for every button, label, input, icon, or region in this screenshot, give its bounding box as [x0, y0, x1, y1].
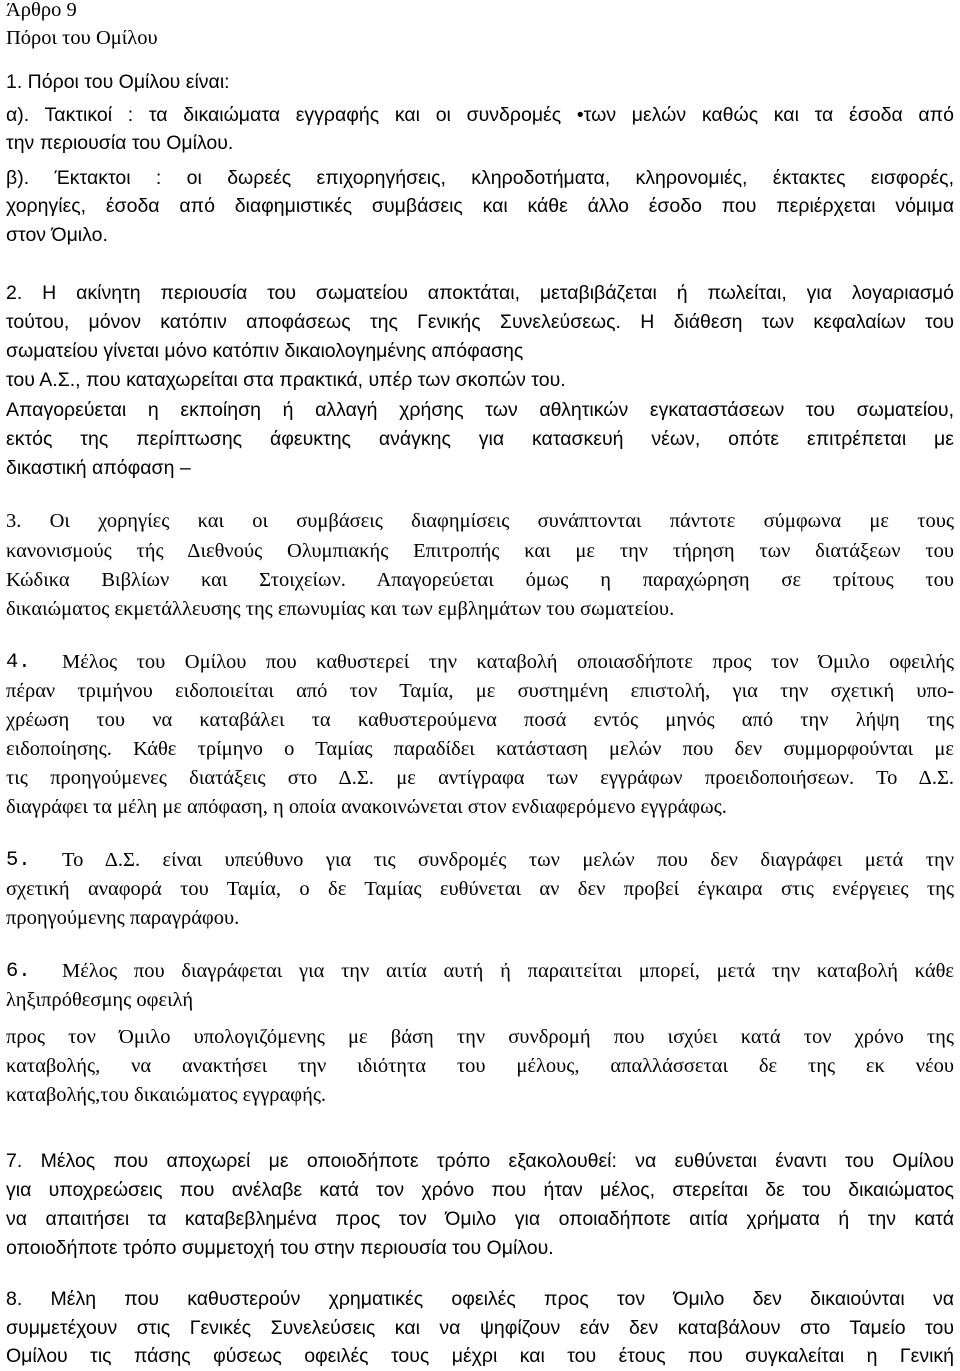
- item-7-line: 7. Μέλος που αποχωρεί με οποιοδήποτε τρόπο εξακολουθεί: να ευθύνεται έναντι του Ομίλου: [6, 1150, 954, 1172]
- item-8-line: 8. Μέλη που καθυστερούν χρηματικές οφειλές προς τον Όμιλο δεν δικαιούνται να: [6, 1288, 954, 1310]
- item-4-line: χρέωση του να καταβάλει τα καθυστερούμενα ποσά εντός μηνός από την λήψη της: [6, 709, 954, 731]
- item-3-line: 3. Οι χορηγίες και οι συμβάσεις διαφημίσεις συνάπτονται πάντοτε σύμφωνα με τους: [6, 510, 954, 532]
- item-7-line: οποιοδήποτε τρόπο συμμετοχή του στην περιουσία του Ομίλου.: [6, 1237, 554, 1259]
- item-4-line: διαγράφει τα μέλη με απόφαση, η οποία ανακοινώνεται στον ενδιαφερόμενο εγγράφως.: [6, 796, 727, 818]
- item-2-line: Απαγορεύεται η εκποίηση ή αλλαγή χρήσης των αθλητικών εγκαταστάσεων του σωματείου,: [6, 399, 954, 421]
- item-6-number: 6.: [6, 960, 31, 983]
- item-8-line: Ομίλου τις πάσης φύσεως οφειλές τους μέχρι και του έτους που συγκαλείται η Γενική: [6, 1345, 954, 1367]
- item-4-line: πέραν τριμήνου ειδοποιείται από τον Ταμία, με συστημένη επιστολή, για την σχετική υπο-: [6, 680, 954, 702]
- item-2-line: εκτός της περίπτωσης άφευκτης ανάγκης για κατασκευή νέων, οπότε επιτρέπεται με: [6, 428, 954, 450]
- item-3-line: κανονισμούς τής Διεθνούς Ολυμπιακής Επιτροπής και με την τήρηση των διατάξεων του: [6, 540, 954, 562]
- item-5-number: 5.: [6, 849, 31, 872]
- item-2-line: τούτου, μόνον κατόπιν αποφάσεως της Γενικής Συνελεύσεως. Η διάθεση των κεφαλαίων του: [6, 311, 954, 333]
- item-7-line: να απαιτήσει τα καταβεβλημένα προς τον Όμιλο για οποιαδήποτε αιτία χρήματα ή την κατά: [6, 1208, 954, 1230]
- item-5-line: Το Δ.Σ. είναι υπεύθυνο για τις συνδρομές των μελών που δεν διαγράφει μετά την: [62, 849, 954, 871]
- item-8-line: συμμετέχουν στις Γενικές Συνελεύσεις και να ψηφίζουν εάν δεν καταβάλουν στο Ταμείο του: [6, 1317, 954, 1339]
- article-heading: Άρθρο 9: [6, 0, 77, 21]
- item-7-line: για υποχρεώσεις που ανέλαβε κατά τον χρόνο που ήταν μέλος, στερείται δε του δικαιώματος: [6, 1179, 954, 1201]
- item-4-line: τις προηγούμενες διατάξεις στο Δ.Σ. με αντίγραφα των εγγράφων προειδοποιήσεων. Το Δ.Σ.: [6, 767, 954, 789]
- item-1a-line: α). Τακτικοί : τα δικαιώματα εγγραφής και οι συνδρομές •των μελών καθώς και τα έσοδα από: [6, 104, 954, 126]
- item-4-line: ειδοποίησης. Κάθε τρίμηνο ο Ταμίας παραδίδει κατάσταση μελών που δεν συμμορφούνται με: [6, 738, 954, 760]
- item-6-line: καταβολής, να ανακτήσει την ιδιότητα του μέλους, απαλλάσσεται δε της εκ νέου: [6, 1055, 954, 1077]
- item-1b-line: β). Έκτακτοι : οι δωρεές επιχορηγήσεις, κληροδοτήματα, κληρονομιές, έκτακτες εισφορές,: [6, 167, 954, 189]
- article-subheading: Πόροι του Ομίλου: [6, 27, 158, 49]
- item-2-line: δικαστική απόφαση –: [6, 457, 191, 479]
- item-3-line: δικαιώματος εκμετάλλευσης της επωνυμίας και των εμβλημάτων του σωματείου.: [6, 598, 675, 620]
- item-1b-line: στον Όμιλο.: [6, 224, 108, 246]
- item-6-line: καταβολής,του δικαιώματος εγγραφής.: [6, 1084, 327, 1106]
- item-1a-line: την περιουσία του Ομίλου.: [6, 132, 234, 154]
- item-4-number: 4.: [6, 651, 31, 674]
- item-2-line: του Α.Σ., που καταχωρείται στα πρακτικά, υπέρ των σκοπών του.: [6, 369, 566, 391]
- item-2-line: 2. Η ακίνητη περιουσία του σωματείου αποκτάται, μεταβιβάζεται ή πωλείται, για λογαριασμό: [6, 282, 954, 304]
- item-2-line: σωματείου γίνεται μόνο κατόπιν δικαιολογημένης απόφασης: [6, 340, 524, 362]
- item-5-line: σχετική αναφορά του Ταμία, ο δε Ταμίας ευθύνεται αν δεν προβεί έγκαιρα στις ενέργειες της: [6, 878, 954, 900]
- item-4-line: Μέλος του Ομίλου που καθυστερεί την καταβολή οποιασδήποτε προς τον Όμιλο οφειλής: [62, 651, 954, 673]
- item-1-intro: 1. Πόροι του Ομίλου είναι:: [6, 71, 230, 93]
- item-3-line: Κώδικα Βιβλίων και Στοιχείων. Απαγορεύεται όμως η παραχώρηση σε τρίτους του: [6, 569, 954, 591]
- item-6-line: ληξιπρόθεσμης οφειλή: [6, 989, 194, 1011]
- item-6-line: Μέλος που διαγράφεται για την αιτία αυτή ή παραιτείται μπορεί, μετά την καταβολή κάθε: [62, 960, 954, 982]
- item-6-line: προς τον Όμιλο υπολογιζόμενης με βάση την συνδρομή που ισχύει κατά τον χρόνο της: [6, 1026, 954, 1048]
- item-5-line: προηγούμενης παραγράφου.: [6, 907, 240, 929]
- item-1b-line: χορηγίες, έσοδα από διαφημιστικές συμβάσεις και κάθε άλλο έσοδο που περιέρχεται νόμιμα: [6, 195, 954, 217]
